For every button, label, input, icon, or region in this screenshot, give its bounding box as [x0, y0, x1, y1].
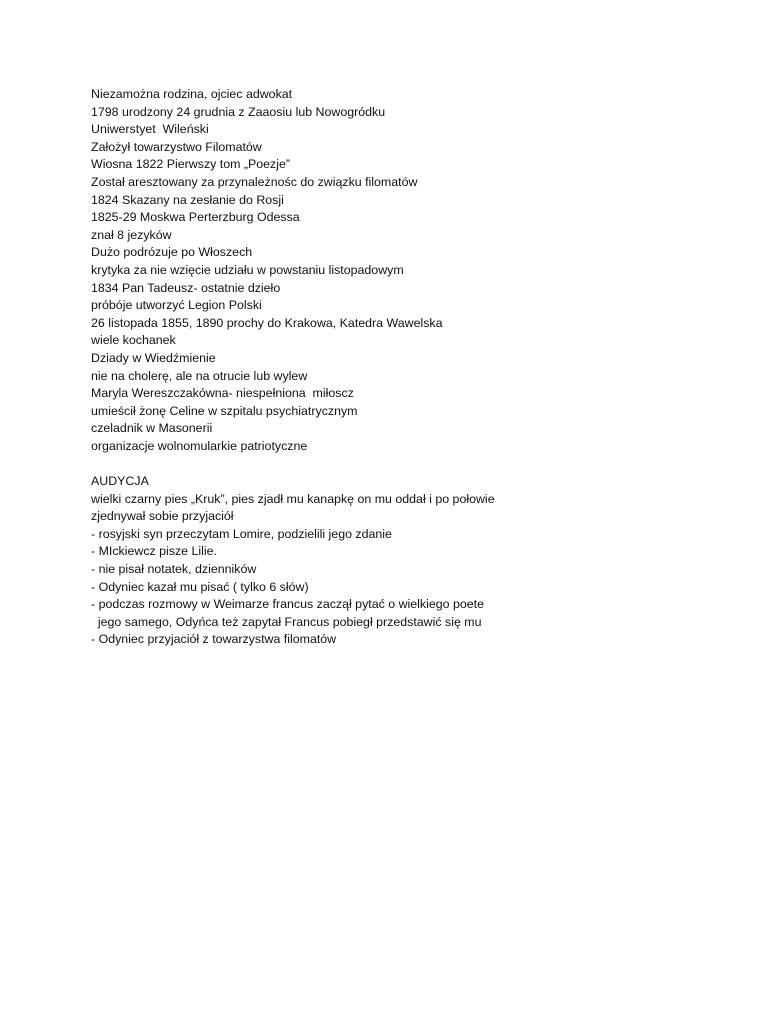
text-line: Dziady w Wiedźmienie — [91, 350, 216, 365]
text-line: Dużo podrózuje po Włoszech — [91, 245, 253, 260]
section-heading: AUDYCJA — [91, 474, 149, 489]
bullet-line: - Odyniec kazał mu pisać ( tylko 6 słów) — [91, 579, 309, 594]
text-line: próbóje utworzyć Legion Polski — [91, 298, 262, 313]
text-line: czeladnik w Masonerii — [91, 421, 213, 436]
text-line: wiele kochanek — [91, 333, 176, 348]
text-line: Wiosna 1822 Pierwszy tom „Poezje” — [91, 157, 291, 172]
text-line: umieścił żonę Celine w szpitalu psychiatrycznym — [91, 403, 358, 418]
bullet-line: - podczas rozmowy w Weimarze francus zaczął pytać o wielkiego poete — [91, 597, 484, 612]
bullet-line: - rosyjski syn przeczytam Lomire, podzielili jego zdanie — [91, 526, 392, 541]
bullet-line: - MIckiewcz pisze Lilie. — [91, 544, 217, 559]
text-line: zjednywał sobie przyjaciół — [91, 509, 234, 524]
bullet-continuation: jego samego, Odyńca też zapytał Francus pobiegł przedstawić się mu — [91, 614, 482, 629]
text-line: 1825-29 Moskwa Perterzburg Odessa — [91, 210, 300, 225]
paragraph-spacer — [91, 455, 731, 473]
text-line: 1798 urodzony 24 grudnia z Zaaosiu lub Nowogródku — [91, 104, 386, 119]
text-line: wielki czarny pies „Kruk”, pies zjadł mu kanapkę on mu oddał i po połowie — [91, 491, 495, 506]
text-line: 1824 Skazany na zesłanie do Rosji — [91, 192, 284, 207]
text-line: nie na cholerę, ale na otrucie lub wylew — [91, 368, 308, 383]
text-line: 26 listopada 1855, 1890 prochy do Krakowa, Katedra Wawelska — [91, 315, 443, 330]
text-line: znał 8 jezyków — [91, 227, 172, 242]
document-text — [91, 86, 731, 649]
text-line: organizacje wolnomularkie patriotyczne — [91, 438, 308, 453]
text-line: Maryla Wereszczakówna- niespełniona miłoscz — [91, 386, 354, 401]
text-line: Został aresztowany za przynależnośc do związku filomatów — [91, 174, 418, 189]
bullet-line: - nie pisał notatek, dzienników — [91, 562, 257, 577]
bullet-line: - Odyniec przyjaciół z towarzystwa filomatów — [91, 632, 337, 647]
text-line: krytyka za nie wzięcie udziału w powstaniu listopadowym — [91, 262, 404, 277]
text-line: 1834 Pan Tadeusz- ostatnie dzieło — [91, 280, 281, 295]
text-line: Założył towarzystwo Filomatów — [91, 139, 262, 154]
text-line: Niezamożna rodzina, ojciec adwokat — [91, 87, 293, 101]
text-line: Uniwerstyet Wileński — [91, 122, 209, 137]
